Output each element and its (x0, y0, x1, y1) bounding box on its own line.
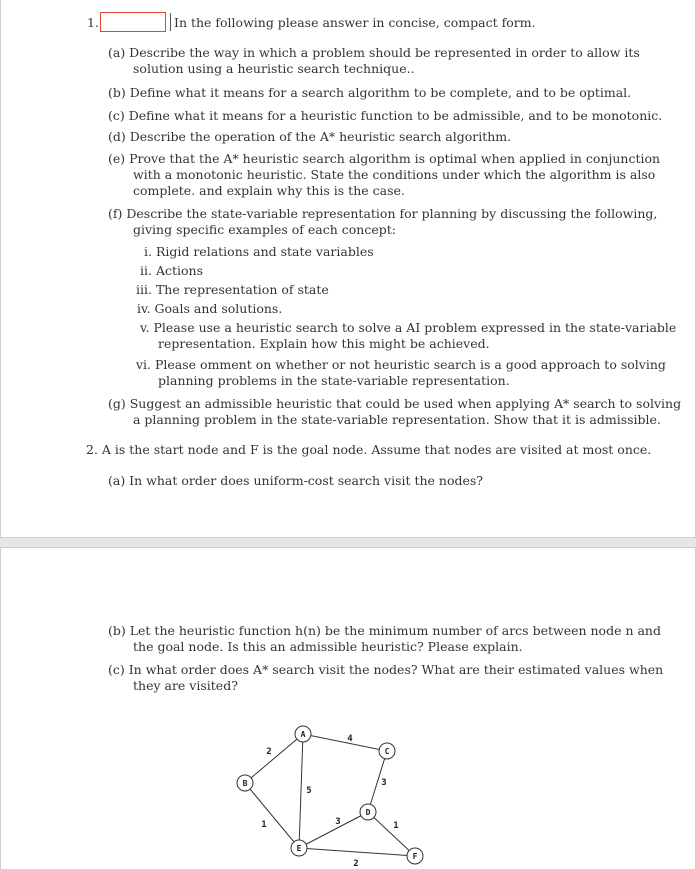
q2-part-c-line1: (c) In what order does A* search visit the nodes? What are their estimated values when (108, 662, 664, 677)
weight-c-d: 3 (381, 778, 387, 788)
q1-part-f-v-line2: representation. Explain how this might be achieved. (158, 336, 490, 351)
weight-a-b: 2 (266, 747, 272, 757)
edge-d-f (368, 812, 415, 856)
q1-part-f-vi-line1: vi. Please omment on whether or not heuristic search is a good approach to solving (136, 357, 666, 372)
q1-part-c: (c) Define what it means for a heuristic function to be admissible, and to be monotonic. (108, 108, 663, 123)
node-a-label: A (300, 730, 306, 739)
node-d-label: D (365, 808, 371, 817)
question-1-number: 1. (87, 15, 99, 30)
edge-a-b (245, 734, 303, 783)
page-separator (0, 537, 696, 548)
node-b-label: B (242, 779, 248, 788)
q1-part-a-line2: solution using a heuristic search technique.. (133, 61, 415, 76)
q2-part-a: (a) In what order does uniform-cost search visit the nodes? (108, 473, 484, 488)
weight-a-e: 5 (306, 786, 312, 796)
node-e-label: E (296, 844, 302, 853)
q1-part-e-line2: with a monotonic heuristic. State the conditions under which the algorithm is also (133, 167, 656, 182)
q1-part-f-line1: (f) Describe the state-variable representation for planning by discussing the following, (108, 206, 658, 221)
q1-part-f-line2: giving specific examples of each concept: (133, 222, 396, 237)
edge-a-c (303, 734, 387, 751)
weight-e-f: 2 (353, 859, 359, 869)
weight-d-f: 1 (393, 821, 399, 831)
document-page-2 (0, 548, 696, 869)
q1-part-f-iii: iii. The representation of state (136, 282, 329, 297)
q1-part-a-line1: (a) Describe the way in which a problem should be represented in order to allow its (108, 45, 640, 60)
node-f-label: F (412, 852, 418, 861)
weight-a-c: 4 (347, 734, 353, 744)
q1-part-f-iv: iv. Goals and solutions. (137, 301, 283, 316)
q1-part-g-line1: (g) Suggest an admissible heuristic that could be used when applying A* search to solving (108, 396, 682, 411)
weight-d-e: 3 (335, 817, 341, 827)
q2-part-b-line2: the goal node. Is this an admissible heuristic? Please explain. (133, 639, 523, 654)
edge-d-e (299, 812, 368, 848)
question-1-intro: In the following please answer in concise, compact form. (174, 15, 536, 30)
q1-part-e-line1: (e) Prove that the A* heuristic search algorithm is optimal when applied in conjunction (108, 151, 661, 166)
answer-input-box[interactable] (100, 12, 166, 32)
text-cursor (170, 13, 171, 31)
q1-part-f-v-line1: v. Please use a heuristic search to solve a AI problem expressed in the state-variable (140, 320, 677, 335)
node-c-label: C (384, 747, 390, 756)
weight-b-e: 1 (261, 820, 267, 830)
q2-part-c-line2: they are visited? (133, 678, 238, 693)
q1-part-e-line3: complete. and explain why this is the case. (133, 183, 405, 198)
edge-a-e (299, 734, 303, 848)
question-2-intro: 2. A is the start node and F is the goal node. Assume that nodes are visited at most once. (86, 442, 652, 457)
q1-part-g-line2: a planning problem in the state-variable representation. Show that it is admissible. (133, 412, 661, 427)
q2-part-b-line1: (b) Let the heuristic function h(n) be the minimum number of arcs between node n and (108, 623, 661, 638)
q1-part-d: (d) Describe the operation of the A* heuristic search algorithm. (108, 129, 512, 144)
edge-b-e (245, 783, 299, 848)
q1-part-b: (b) Define what it means for a search algorithm to be complete, and to be optimal. (108, 85, 632, 100)
edge-e-f (299, 848, 415, 856)
q1-part-f-ii: ii. Actions (140, 263, 203, 278)
search-graph-diagram (1, 548, 695, 869)
q1-part-f-vi-line2: planning problems in the state-variable representation. (158, 373, 510, 388)
q1-part-f-i: i. Rigid relations and state variables (144, 244, 374, 259)
